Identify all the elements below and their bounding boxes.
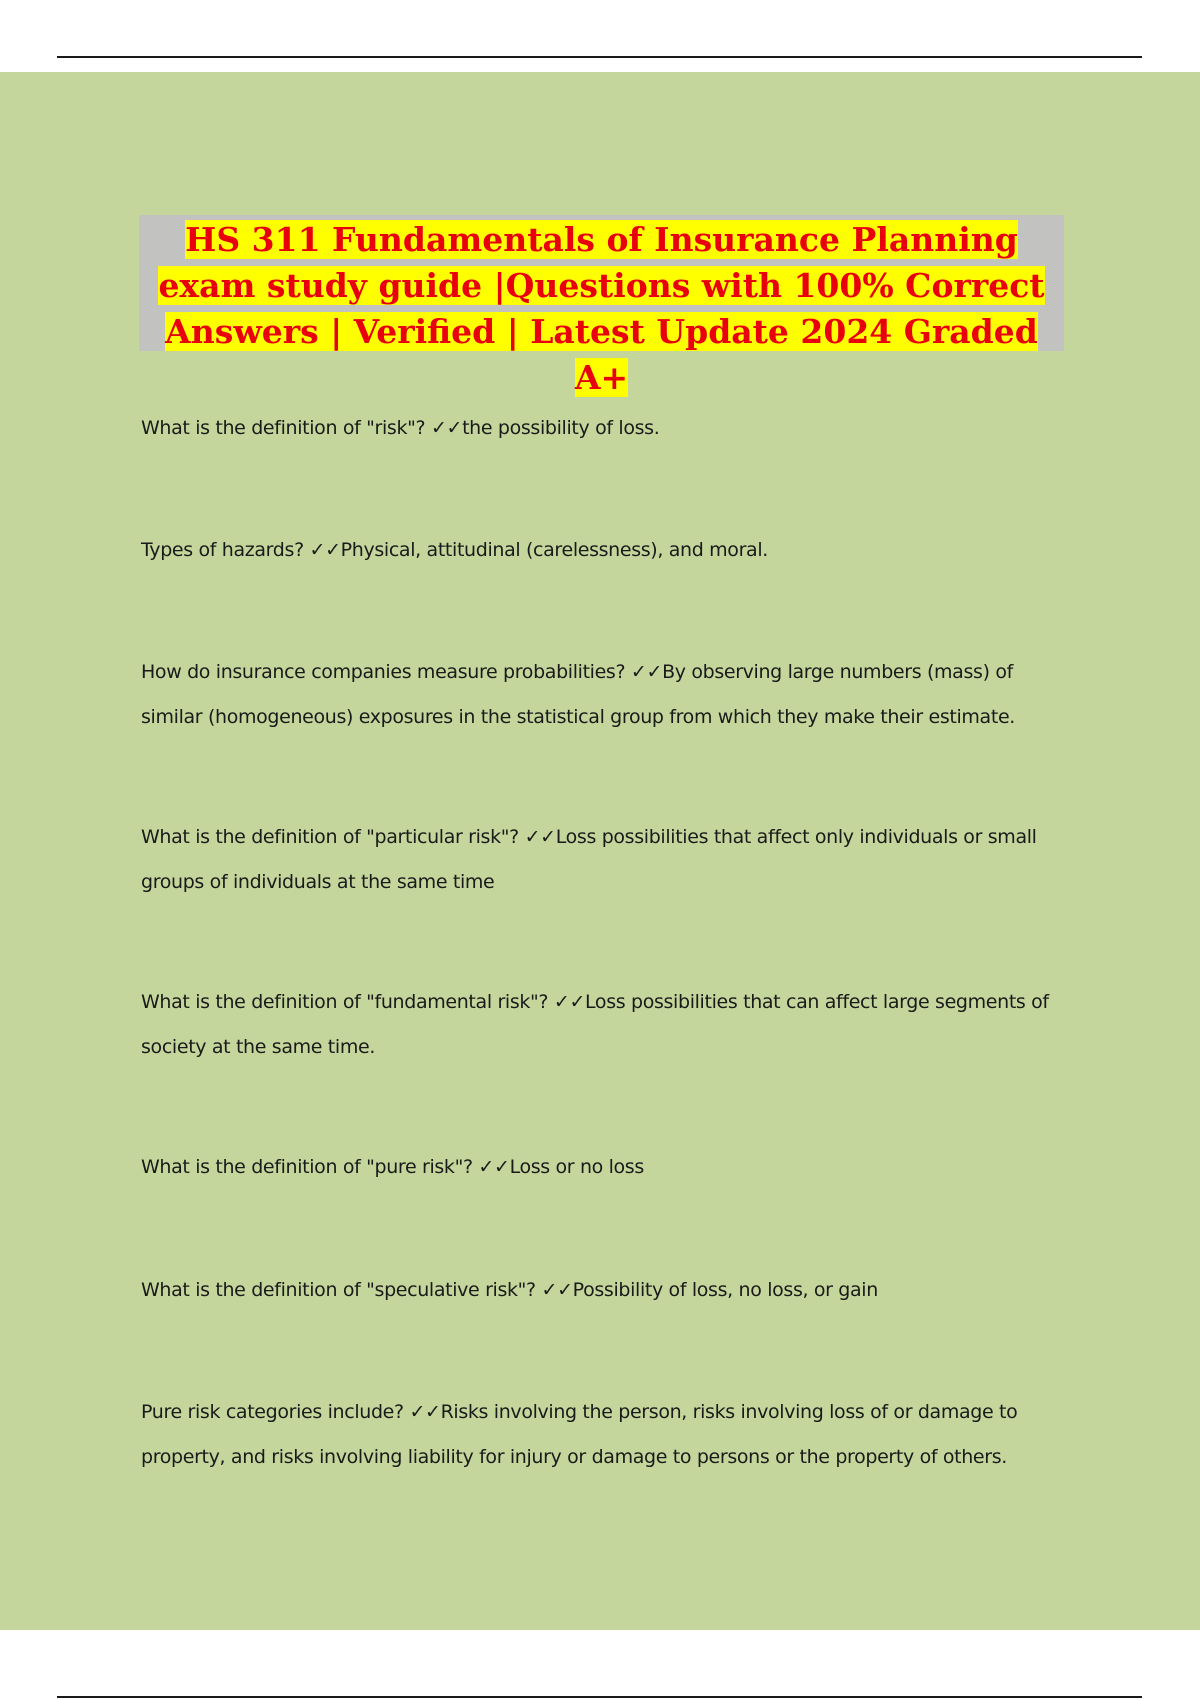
answer-text: the possibility of loss. — [462, 417, 660, 439]
qa-item-3 — [141, 650, 1071, 740]
qa-item-4 — [141, 815, 1071, 905]
check-icon: ✓✓ — [541, 1279, 573, 1301]
question-text: Types of hazards? — [141, 539, 304, 561]
qa-item-8 — [141, 1390, 1071, 1480]
qa-item-5 — [141, 980, 1071, 1070]
question-text: What is the definition of "fundamental risk"? — [141, 991, 549, 1013]
document-title-text: HS 311 Fundamentals of Insurance Planning exam study guide |Questions with 100% Correct Answers | Verified | Latest Update 2024 Graded A+ — [158, 220, 1045, 397]
question-text: What is the definition of "speculative risk"? — [141, 1279, 536, 1301]
qa-item-7 — [141, 1268, 1071, 1313]
qa-item-1 — [141, 406, 1071, 451]
check-icon: ✓✓ — [309, 539, 341, 561]
check-icon: ✓✓ — [409, 1401, 441, 1423]
answer-text: By observing large numbers (mass) of similar (homogeneous) exposures in the statistical group from which they make their estimate. — [141, 661, 1015, 728]
footer-rule — [57, 1696, 1142, 1698]
check-icon: ✓✓ — [430, 417, 463, 439]
question-text: What is the definition of "pure risk"? — [141, 1156, 473, 1178]
answer-text: Loss or no loss — [509, 1156, 644, 1178]
check-icon: ✓✓ — [524, 826, 556, 848]
question-text: What is the definition of "particular risk"? — [141, 826, 519, 848]
qa-item-2 — [141, 528, 1071, 573]
check-icon: ✓✓ — [630, 661, 663, 683]
document-title — [139, 217, 1064, 401]
answer-text: Loss possibilities that can affect large segments of society at the same time. — [141, 991, 1049, 1058]
question-text: How do insurance companies measure probabilities? — [141, 661, 626, 683]
answer-text: Risks involving the person, risks involving loss of or damage to property, and risks involving liability for injury or damage to persons or the property of others. — [141, 1401, 1018, 1468]
answer-text: Possibility of loss, no loss, or gain — [572, 1279, 878, 1301]
question-text: Pure risk categories include? — [141, 1401, 404, 1423]
check-icon: ✓✓ — [553, 991, 586, 1013]
answer-text: Physical, attitudinal (carelessness), and moral. — [340, 539, 768, 561]
header-rule — [57, 56, 1142, 58]
question-text: What is the definition of "risk"? — [141, 417, 426, 439]
qa-item-6 — [141, 1145, 1071, 1190]
answer-text: Loss possibilities that affect only individuals or small groups of individuals at the same time — [141, 826, 1037, 893]
check-icon: ✓✓ — [478, 1156, 510, 1178]
